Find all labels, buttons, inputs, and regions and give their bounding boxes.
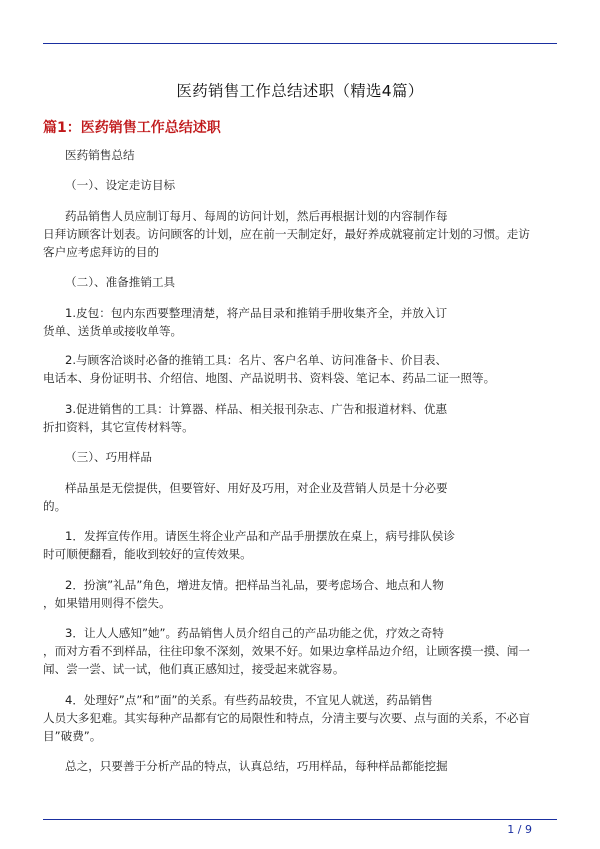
paragraph-line: 2．扮演”礼品”角色，增进友情。把样品当礼品，要考虑场合、地点和人物 xyxy=(65,578,444,592)
paragraph-line: 样品虽是无偿提供，但要管好、用好及巧用，对企业及营销人员是十分必要 xyxy=(65,481,448,495)
paragraph-line: ，如果错用则得不偿失。 xyxy=(43,596,171,610)
paragraph-line: 时可顺便翻看，能收到较好的宣传效果。 xyxy=(43,547,252,561)
paragraph-line: 目”破费”。 xyxy=(43,729,102,743)
paragraph-line: 货单、送货单或接收单等。 xyxy=(43,324,183,338)
paragraph-line: 3.促进销售的工具：计算器、样品、相关报刊杂志、广告和报道材料、优惠 xyxy=(65,402,448,416)
paragraph-line: ，而对方看不到样品，往往印象不深刻，效果不好。如果边拿样品边介绍，让顾客摸一摸、闻一 xyxy=(43,644,530,658)
paragraph-line: 医药销售总结 xyxy=(65,148,135,162)
paragraph-line: 1．发挥宣传作用。请医生将企业产品和产品手册摆放在桌上，病号排队侯诊 xyxy=(65,529,455,543)
paragraph-line: 客户应考虑拜访的目的 xyxy=(43,245,159,259)
paragraph-line: （一）、设定走访目标 xyxy=(65,178,176,192)
paragraph-line: （三）、巧用样品 xyxy=(65,450,152,464)
paragraph-line: （二）、准备推销工具 xyxy=(65,275,176,289)
paragraph-line: 闻、尝一尝、试一试，他们真正感知过，接受起来就容易。 xyxy=(43,662,345,676)
paragraph-line: 日拜访顾客计划表。访问顾客的计划，应在前一天制定好，最好养成就寝前定计划的习惯。走访 xyxy=(43,227,530,241)
paragraph-line: 总之，只要善于分析产品的特点，认真总结，巧用样品，每种样品都能挖掘 xyxy=(65,759,448,773)
paragraph-line: 4．处理好”点”和”面”的关系。有些药品较贵，不宜见人就送，药品销售 xyxy=(65,693,433,707)
footer-rule xyxy=(43,819,557,820)
paragraph-line: 电话本、身份证明书、介绍信、地图、产品说明书、资料袋、笔记本、药品二证一照等。 xyxy=(43,371,496,385)
header-rule xyxy=(43,43,557,44)
paragraph-line: 2.与顾客洽谈时必备的推销工具：名片、客户名单、访问准备卡、价目表、 xyxy=(65,353,448,367)
page-indicator: 1 / 9 xyxy=(507,823,532,836)
paragraph-line: 药品销售人员应制订每月、每周的访问计划，然后再根据计划的内容制作每 xyxy=(65,209,448,223)
document-title: 医药销售工作总结述职（精选4篇） xyxy=(176,82,424,100)
paragraph-line: 的。 xyxy=(43,499,67,513)
paragraph-line: 3．让人人感知”她”。药品销售人员介绍自己的产品功能之优，疗效之奇特 xyxy=(65,626,444,640)
section-heading: 篇1：医药销售工作总结述职 xyxy=(43,120,221,136)
paragraph-line: 人员大多犯难。其实每种产品都有它的局限性和特点，分清主要与次要、点与面的关系，不必盲 xyxy=(43,711,530,725)
paragraph-line: 折扣资料，其它宣传材料等。 xyxy=(43,420,194,434)
paragraph-line: 1.皮包：包内东西要整理清楚，将产品目录和推销手册收集齐全，并放入订 xyxy=(65,306,448,320)
